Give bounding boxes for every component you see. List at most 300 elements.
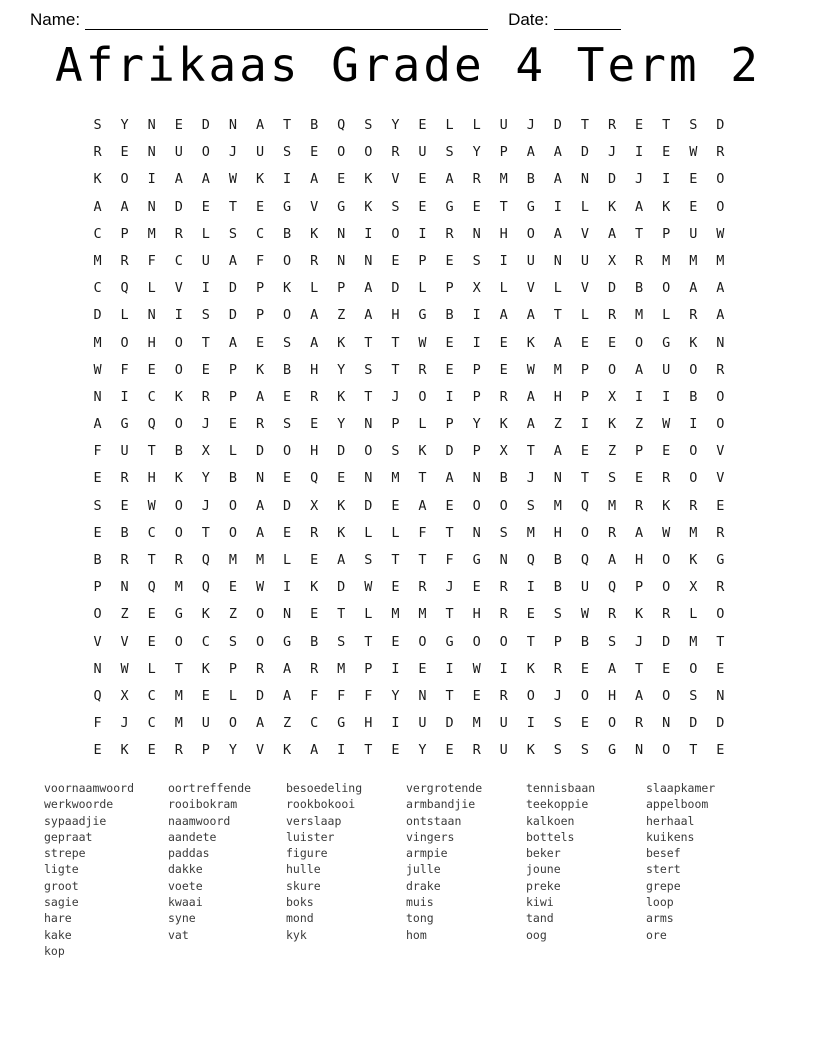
grid-cell[interactable]: O xyxy=(689,361,698,378)
grid-cell[interactable]: Q xyxy=(147,416,156,433)
grid-cell[interactable]: A xyxy=(526,388,535,405)
grid-cell[interactable]: K xyxy=(689,552,698,568)
grid-cell[interactable]: K xyxy=(337,388,346,405)
grid-cell[interactable]: J xyxy=(607,144,617,161)
grid-cell[interactable]: T xyxy=(364,388,373,405)
grid-cell[interactable]: C xyxy=(93,225,102,242)
grid-cell[interactable]: K xyxy=(662,497,671,514)
grid-cell[interactable]: T xyxy=(201,334,210,351)
grid-cell[interactable]: M xyxy=(607,497,617,514)
grid-cell[interactable]: T xyxy=(635,660,644,677)
grid-cell[interactable]: P xyxy=(364,660,373,677)
grid-cell[interactable]: C xyxy=(147,715,156,732)
grid-cell[interactable]: G xyxy=(662,334,671,351)
grid-cell[interactable]: R xyxy=(635,715,644,732)
grid-cell[interactable]: E xyxy=(283,524,292,541)
grid-cell[interactable]: W xyxy=(120,660,129,677)
grid-cell[interactable]: O xyxy=(526,687,535,704)
grid-cell[interactable]: E xyxy=(418,171,427,188)
grid-cell[interactable]: D xyxy=(283,497,292,514)
grid-cell[interactable]: K xyxy=(607,198,617,215)
grid-cell[interactable]: S xyxy=(689,117,698,133)
grid-cell[interactable]: E xyxy=(689,171,698,188)
word-list-item[interactable]: slaapkamer xyxy=(646,781,716,795)
grid-cell[interactable]: I xyxy=(472,334,481,351)
grid-cell[interactable]: X xyxy=(310,497,319,514)
grid-cell[interactable]: A xyxy=(364,307,373,324)
grid-cell[interactable]: I xyxy=(526,579,535,596)
grid-cell[interactable]: L xyxy=(364,524,373,541)
grid-cell[interactable]: O xyxy=(499,497,508,514)
grid-cell[interactable]: A xyxy=(201,171,210,188)
grid-cell[interactable]: A xyxy=(445,470,454,487)
grid-cell[interactable]: G xyxy=(337,715,346,732)
grid-cell[interactable]: S xyxy=(201,307,210,324)
grid-cell[interactable]: R xyxy=(174,742,183,759)
grid-cell[interactable]: B xyxy=(174,443,183,460)
grid-cell[interactable]: T xyxy=(580,470,590,487)
grid-cell[interactable]: I xyxy=(526,715,535,732)
grid-cell[interactable]: N xyxy=(337,252,346,269)
grid-cell[interactable]: R xyxy=(472,742,481,759)
grid-cell[interactable]: A xyxy=(553,171,562,188)
grid-cell[interactable]: N xyxy=(228,117,237,133)
grid-cell[interactable]: V xyxy=(120,633,129,650)
grid-cell[interactable]: A xyxy=(553,334,562,351)
grid-cell[interactable]: M xyxy=(526,524,535,541)
word-list-item[interactable]: besoedeling xyxy=(286,781,363,795)
grid-cell[interactable]: J xyxy=(120,715,129,732)
grid-cell[interactable]: U xyxy=(689,225,698,242)
grid-cell[interactable]: E xyxy=(662,443,671,460)
grid-cell[interactable]: B xyxy=(499,470,508,487)
grid-cell[interactable]: E xyxy=(201,361,210,378)
grid-cell[interactable]: X xyxy=(201,443,210,460)
grid-cell[interactable]: R xyxy=(716,144,725,161)
grid-cell[interactable]: T xyxy=(662,117,671,133)
grid-cell[interactable]: J xyxy=(553,687,562,704)
grid-cell[interactable]: X xyxy=(472,280,481,297)
grid-cell[interactable]: M xyxy=(472,715,481,732)
grid-cell[interactable]: A xyxy=(526,307,535,324)
word-list-item[interactable]: drake xyxy=(406,878,441,893)
grid-cell[interactable]: Q xyxy=(580,497,590,514)
grid-cell[interactable]: T xyxy=(553,307,562,324)
word-list-item[interactable]: armbandjie xyxy=(406,797,476,812)
grid-cell[interactable]: I xyxy=(391,660,400,677)
grid-cell[interactable]: O xyxy=(716,171,725,188)
grid-cell[interactable]: U xyxy=(662,361,671,378)
grid-cell[interactable]: N xyxy=(553,252,562,269)
grid-cell[interactable]: M xyxy=(553,361,562,378)
grid-cell[interactable]: P xyxy=(120,225,129,242)
grid-cell[interactable]: L xyxy=(391,524,400,541)
grid-cell[interactable]: D xyxy=(716,117,725,133)
grid-cell[interactable]: E xyxy=(580,660,590,677)
word-list-item[interactable]: muis xyxy=(406,895,434,910)
name-write-line[interactable] xyxy=(85,12,488,30)
grid-cell[interactable]: E xyxy=(93,742,102,759)
grid-cell[interactable]: P xyxy=(228,660,237,677)
grid-cell[interactable]: R xyxy=(255,416,265,433)
grid-cell[interactable]: E xyxy=(147,361,156,378)
grid-cell[interactable]: H xyxy=(472,606,481,623)
grid-cell[interactable]: H xyxy=(310,443,319,460)
grid-cell[interactable]: L xyxy=(228,687,237,704)
grid-cell[interactable]: E xyxy=(580,715,590,732)
grid-cell[interactable]: I xyxy=(445,388,454,405)
grid-cell[interactable]: W xyxy=(93,361,102,378)
grid-cell[interactable]: R xyxy=(445,225,454,242)
grid-cell[interactable]: T xyxy=(364,633,373,650)
grid-cell[interactable]: F xyxy=(418,524,427,541)
grid-cell[interactable]: E xyxy=(391,633,400,650)
grid-cell[interactable]: H xyxy=(391,307,400,324)
grid-cell[interactable]: E xyxy=(607,334,617,351)
grid-cell[interactable]: J xyxy=(228,144,237,161)
grid-cell[interactable]: N xyxy=(337,225,346,242)
grid-cell[interactable]: E xyxy=(445,334,454,351)
grid-cell[interactable]: O xyxy=(228,524,237,541)
grid-cell[interactable]: V xyxy=(580,225,590,242)
grid-cell[interactable]: A xyxy=(607,660,617,677)
grid-cell[interactable]: O xyxy=(283,252,292,269)
grid-cell[interactable]: I xyxy=(283,579,292,596)
grid-cell[interactable]: T xyxy=(635,225,644,242)
grid-cell[interactable]: S xyxy=(607,470,617,487)
grid-cell[interactable]: T xyxy=(526,633,535,650)
word-list-item[interactable]: besef xyxy=(646,846,681,861)
word-list-item[interactable]: sagie xyxy=(44,895,79,910)
grid-cell[interactable]: A xyxy=(255,497,265,514)
grid-cell[interactable]: S xyxy=(364,117,373,133)
grid-cell[interactable]: A xyxy=(283,660,292,677)
grid-cell[interactable]: K xyxy=(418,443,427,460)
grid-cell[interactable]: R xyxy=(716,524,725,541)
grid-cell[interactable]: N xyxy=(553,470,562,487)
grid-cell[interactable]: K xyxy=(310,579,319,596)
grid-cell[interactable]: U xyxy=(201,252,210,269)
word-list-item[interactable]: luister xyxy=(286,829,335,844)
grid-cell[interactable]: I xyxy=(499,252,508,269)
grid-cell[interactable]: P xyxy=(255,280,265,297)
grid-cell[interactable]: O xyxy=(174,524,183,541)
grid-cell[interactable]: M xyxy=(337,660,346,677)
word-list-item[interactable]: hulle xyxy=(286,862,321,877)
grid-cell[interactable]: D xyxy=(580,144,590,161)
grid-cell[interactable]: Y xyxy=(418,742,427,759)
grid-cell[interactable]: Y xyxy=(472,144,481,161)
grid-cell[interactable]: E xyxy=(418,198,427,215)
word-list-item[interactable]: vat xyxy=(168,927,189,942)
grid-cell[interactable]: K xyxy=(635,606,644,623)
grid-cell[interactable]: N xyxy=(364,470,373,487)
grid-cell[interactable]: N xyxy=(283,606,292,623)
word-list-item[interactable]: rookbokooi xyxy=(286,797,356,812)
grid-cell[interactable]: M xyxy=(147,225,156,242)
grid-cell[interactable]: D xyxy=(337,579,346,596)
grid-cell[interactable]: P xyxy=(662,225,671,242)
grid-cell[interactable]: D xyxy=(364,497,373,514)
grid-cell[interactable]: V xyxy=(310,198,319,215)
grid-cell[interactable]: N xyxy=(147,117,156,133)
grid-cell[interactable]: C xyxy=(93,280,102,297)
grid-cell[interactable]: D xyxy=(255,687,265,704)
grid-cell[interactable]: R xyxy=(310,388,319,405)
grid-cell[interactable]: R xyxy=(120,252,129,269)
grid-cell[interactable]: E xyxy=(662,144,671,161)
grid-cell[interactable]: C xyxy=(147,524,156,541)
grid-cell[interactable]: G xyxy=(120,416,129,433)
grid-cell[interactable]: D xyxy=(445,715,454,732)
grid-cell[interactable]: J xyxy=(635,633,644,650)
grid-cell[interactable]: M xyxy=(174,715,183,732)
word-list-item[interactable]: armpie xyxy=(406,846,448,861)
grid-cell[interactable]: T xyxy=(147,443,156,460)
grid-cell[interactable]: T xyxy=(580,117,590,133)
grid-cell[interactable]: Y xyxy=(337,361,346,378)
grid-cell[interactable]: S xyxy=(607,633,617,650)
grid-cell[interactable]: Q xyxy=(607,579,617,596)
grid-cell[interactable]: E xyxy=(310,606,319,623)
grid-cell[interactable]: O xyxy=(689,660,698,677)
grid-cell[interactable]: N xyxy=(120,579,129,596)
grid-cell[interactable]: B xyxy=(553,579,562,596)
grid-cell[interactable]: A xyxy=(635,524,644,541)
grid-cell[interactable]: O xyxy=(607,715,617,732)
grid-cell[interactable]: U xyxy=(201,715,210,732)
grid-cell[interactable]: K xyxy=(174,388,183,405)
grid-cell[interactable]: D xyxy=(391,280,400,297)
grid-cell[interactable]: P xyxy=(635,443,644,460)
grid-cell[interactable]: K xyxy=(526,334,535,351)
grid-cell[interactable]: R xyxy=(93,144,102,161)
grid-cell[interactable]: R xyxy=(607,117,617,133)
grid-cell[interactable]: E xyxy=(445,742,454,759)
word-list-item[interactable]: ligte xyxy=(44,862,79,877)
grid-cell[interactable]: O xyxy=(689,443,698,460)
grid-cell[interactable]: L xyxy=(310,280,319,297)
grid-cell[interactable]: O xyxy=(662,552,671,568)
grid-cell[interactable]: N xyxy=(418,687,427,704)
grid-cell[interactable]: M xyxy=(93,334,102,351)
grid-cell[interactable]: J xyxy=(201,416,210,433)
grid-cell[interactable]: A xyxy=(716,307,725,324)
word-list-item[interactable]: bottels xyxy=(526,829,575,844)
grid-cell[interactable]: X xyxy=(499,443,508,460)
grid-cell[interactable]: E xyxy=(147,742,156,759)
grid-cell[interactable]: O xyxy=(174,334,183,351)
grid-cell[interactable]: R xyxy=(689,307,698,324)
grid-cell[interactable]: H xyxy=(635,552,644,568)
grid-cell[interactable]: T xyxy=(445,687,454,704)
grid-cell[interactable]: I xyxy=(635,388,644,405)
grid-cell[interactable]: S xyxy=(364,361,373,378)
grid-cell[interactable]: O xyxy=(635,334,644,351)
grid-cell[interactable]: E xyxy=(472,687,481,704)
grid-cell[interactable]: H xyxy=(147,334,156,351)
word-list-item[interactable]: syne xyxy=(168,911,196,926)
grid-cell[interactable]: B xyxy=(580,633,590,650)
grid-cell[interactable]: A xyxy=(93,416,102,433)
grid-cell[interactable]: W xyxy=(418,334,427,351)
grid-cell[interactable]: I xyxy=(662,388,671,405)
grid-cell[interactable]: A xyxy=(93,198,102,215)
grid-cell[interactable]: B xyxy=(526,171,535,188)
grid-cell[interactable]: E xyxy=(255,198,265,215)
grid-cell[interactable]: P xyxy=(580,361,590,378)
grid-cell[interactable]: K xyxy=(337,524,346,541)
grid-cell[interactable]: Q xyxy=(526,552,535,568)
grid-cell[interactable]: I xyxy=(662,171,671,188)
grid-cell[interactable]: N xyxy=(472,225,481,242)
grid-cell[interactable]: T xyxy=(391,361,400,378)
grid-cell[interactable]: T xyxy=(689,742,698,759)
grid-cell[interactable]: K xyxy=(607,416,617,433)
grid-cell[interactable]: G xyxy=(174,606,183,623)
grid-cell[interactable]: N xyxy=(716,687,725,704)
grid-cell[interactable]: W xyxy=(716,225,725,242)
grid-cell[interactable]: W xyxy=(364,579,373,596)
word-list-item[interactable]: hom xyxy=(406,927,427,942)
grid-cell[interactable]: C xyxy=(147,687,156,704)
grid-cell[interactable]: F xyxy=(120,361,129,378)
grid-cell[interactable]: A xyxy=(607,552,617,568)
grid-cell[interactable]: N xyxy=(147,307,156,324)
word-list-item[interactable]: aandete xyxy=(168,829,217,844)
grid-cell[interactable]: F xyxy=(255,252,265,269)
grid-cell[interactable]: O xyxy=(228,715,237,732)
grid-cell[interactable]: S xyxy=(580,742,590,759)
grid-cell[interactable]: F xyxy=(337,687,346,704)
grid-cell[interactable]: H xyxy=(499,225,508,242)
grid-cell[interactable]: P xyxy=(472,443,481,460)
grid-cell[interactable]: I xyxy=(472,307,481,324)
grid-cell[interactable]: A xyxy=(174,171,183,188)
word-list-item[interactable]: kake xyxy=(44,927,72,942)
word-list-item[interactable]: loop xyxy=(646,895,674,910)
word-list-item[interactable]: paddas xyxy=(168,846,210,861)
grid-cell[interactable]: A xyxy=(526,416,535,433)
grid-cell[interactable]: K xyxy=(364,198,373,215)
grid-cell[interactable]: R xyxy=(689,497,698,514)
grid-cell[interactable]: O xyxy=(364,144,373,161)
grid-cell[interactable]: O xyxy=(120,334,129,351)
grid-cell[interactable]: R xyxy=(310,252,319,269)
word-list-item[interactable]: verslaap xyxy=(286,813,342,828)
grid-cell[interactable]: V xyxy=(716,443,725,460)
grid-cell[interactable]: E xyxy=(391,252,400,269)
grid-cell[interactable]: R xyxy=(418,361,427,378)
grid-cell[interactable]: T xyxy=(499,198,508,215)
grid-cell[interactable]: E xyxy=(147,633,156,650)
grid-cell[interactable]: A xyxy=(689,280,698,297)
grid-cell[interactable]: N xyxy=(635,742,644,759)
grid-cell[interactable]: K xyxy=(689,334,698,351)
grid-cell[interactable]: C xyxy=(147,388,156,405)
grid-cell[interactable]: O xyxy=(364,443,373,460)
grid-cell[interactable]: P xyxy=(337,280,346,297)
grid-cell[interactable]: V xyxy=(716,470,725,487)
grid-cell[interactable]: A xyxy=(607,225,617,242)
grid-cell[interactable]: T xyxy=(283,117,292,133)
grid-cell[interactable]: S xyxy=(499,524,508,541)
grid-cell[interactable]: L xyxy=(445,117,454,133)
grid-cell[interactable]: T xyxy=(364,334,373,351)
grid-cell[interactable]: M xyxy=(391,606,400,623)
grid-cell[interactable]: D xyxy=(553,117,562,133)
grid-cell[interactable]: B xyxy=(445,307,454,324)
grid-cell[interactable]: Z xyxy=(607,443,617,460)
grid-cell[interactable]: R xyxy=(472,171,481,188)
grid-cell[interactable]: O xyxy=(174,497,183,514)
grid-cell[interactable]: O xyxy=(580,687,590,704)
word-list-item[interactable]: tong xyxy=(406,911,434,926)
grid-cell[interactable]: Q xyxy=(147,579,156,596)
grid-cell[interactable]: H xyxy=(310,361,319,378)
grid-cell[interactable]: Z xyxy=(120,606,129,623)
grid-cell[interactable]: T xyxy=(391,552,400,568)
grid-cell[interactable]: O xyxy=(716,606,725,623)
grid-cell[interactable]: P xyxy=(553,633,562,650)
grid-cell[interactable]: Y xyxy=(201,470,210,487)
grid-cell[interactable]: H xyxy=(607,687,617,704)
grid-cell[interactable]: L xyxy=(201,225,210,242)
grid-cell[interactable]: O xyxy=(526,225,535,242)
grid-cell[interactable]: R xyxy=(120,470,129,487)
grid-cell[interactable]: A xyxy=(228,334,237,351)
grid-cell[interactable]: A xyxy=(255,388,265,405)
grid-cell[interactable]: T xyxy=(526,443,535,460)
grid-cell[interactable]: N xyxy=(147,144,156,161)
grid-cell[interactable]: X xyxy=(689,579,698,596)
grid-cell[interactable]: V xyxy=(526,280,535,297)
grid-cell[interactable]: N xyxy=(93,660,102,677)
grid-cell[interactable]: D xyxy=(228,280,237,297)
grid-cell[interactable]: I xyxy=(689,416,698,433)
grid-cell[interactable]: K xyxy=(283,742,292,759)
grid-cell[interactable]: A xyxy=(255,524,265,541)
grid-cell[interactable]: A xyxy=(310,307,319,324)
word-list-item[interactable]: oog xyxy=(526,927,547,942)
grid-cell[interactable]: A xyxy=(418,497,427,514)
word-list-item[interactable]: gepraat xyxy=(44,829,93,844)
grid-cell[interactable]: W xyxy=(526,361,535,378)
grid-cell[interactable]: K xyxy=(120,742,129,759)
grid-cell[interactable]: I xyxy=(553,198,562,215)
grid-cell[interactable]: E xyxy=(337,171,346,188)
grid-cell[interactable]: L xyxy=(580,307,590,324)
grid-cell[interactable]: Z xyxy=(337,307,346,324)
grid-cell[interactable]: G xyxy=(283,198,292,215)
grid-cell[interactable]: B xyxy=(228,470,237,487)
grid-cell[interactable]: O xyxy=(662,687,671,704)
word-list-item[interactable]: oortreffende xyxy=(168,781,252,795)
grid-cell[interactable]: E xyxy=(662,660,671,677)
grid-cell[interactable]: R xyxy=(716,361,725,378)
grid-cell[interactable]: K xyxy=(174,470,183,487)
grid-cell[interactable]: A xyxy=(635,198,644,215)
grid-cell[interactable]: N xyxy=(580,171,590,188)
grid-cell[interactable]: L xyxy=(418,280,427,297)
grid-cell[interactable]: I xyxy=(174,307,183,324)
grid-cell[interactable]: M xyxy=(418,606,427,623)
grid-cell[interactable]: T xyxy=(174,660,183,677)
word-list-item[interactable]: kop xyxy=(44,943,65,958)
grid-cell[interactable]: W xyxy=(255,579,265,596)
grid-cell[interactable]: T xyxy=(364,742,373,759)
grid-cell[interactable]: V xyxy=(255,742,265,759)
